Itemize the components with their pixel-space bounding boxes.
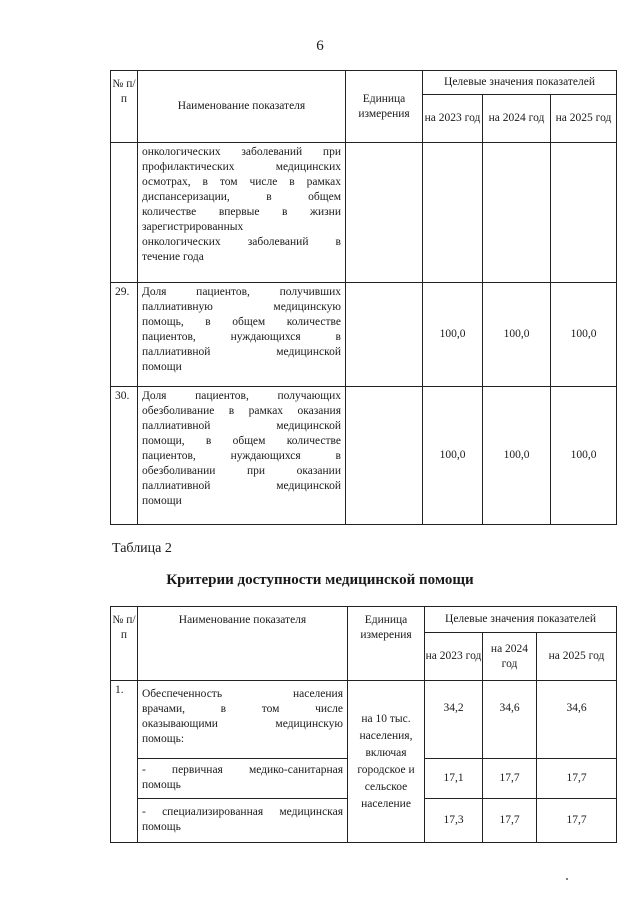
value-2023: 100,0 <box>423 387 483 525</box>
indicator-name: Обеспеченность населения врачами, в том числе оказывающими медицинскую помощь: <box>138 681 348 759</box>
header-2024: на 2024 год <box>483 95 551 143</box>
value-2025: 17,7 <box>537 759 617 799</box>
page-number: 6 <box>316 38 324 54</box>
value-2023: 17,1 <box>425 759 483 799</box>
value-2025 <box>551 143 617 283</box>
value-2025: 34,6 <box>537 681 617 759</box>
indicators-table-2 <box>110 606 617 843</box>
section-title: Критерии доступности медицинской помощи <box>166 572 474 588</box>
value-2024: 100,0 <box>483 283 551 387</box>
unit-cell: на 10 тыс. населения, включая городское и сельское население <box>348 681 425 843</box>
header-unit: Единица измерения <box>348 607 425 681</box>
scan-dot <box>566 878 568 880</box>
header-target: Целевые значения показателей <box>423 71 617 95</box>
unit-cell <box>346 387 423 525</box>
table-row <box>111 681 617 759</box>
table-row <box>111 143 617 283</box>
indicator-name: - специализированная медицинская помощь <box>138 799 348 843</box>
value-2023 <box>423 143 483 283</box>
header-2025: на 2025 год <box>551 95 617 143</box>
row-number: 29. <box>111 283 138 387</box>
unit-cell <box>346 283 423 387</box>
value-2024: 34,6 <box>483 681 537 759</box>
value-2024 <box>483 143 551 283</box>
header-target: Целевые значения показателей <box>425 607 617 633</box>
value-2025: 100,0 <box>551 387 617 525</box>
row-number: 1. <box>111 681 138 843</box>
value-2024: 17,7 <box>483 799 537 843</box>
indicator-name: Доля пациентов, получивших паллиативную медицинскую помощь, в общем количестве пациентов, нуждающихся в паллиативной медицинской помощи <box>138 283 346 387</box>
unit-cell <box>346 143 423 283</box>
header-2024: на 2024 год <box>483 633 537 681</box>
header-num: № п/п <box>111 607 138 681</box>
value-2025: 17,7 <box>537 799 617 843</box>
header-name: Наименование показателя <box>138 71 346 143</box>
indicator-name: - первичная медико-санитарная помощь <box>138 759 348 799</box>
row-number <box>111 143 138 283</box>
indicator-name: онкологических заболеваний при профилактических медицинских осмотрах, в том числе в рамках диспансеризации, в общем количестве впервые в жизни зарегистрированных онкологических заболеваний в течение года <box>138 143 346 283</box>
value-2025: 100,0 <box>551 283 617 387</box>
header-unit: Единица измерения <box>346 71 423 143</box>
indicator-name: Доля пациентов, получающих обезболивание в рамках оказания паллиативной медицинской помощи, в общем количестве пациентов, нуждающихся в обезболивании при оказании паллиативной медицинской помощи <box>138 387 346 525</box>
value-2024: 17,7 <box>483 759 537 799</box>
table-caption: Таблица 2 <box>112 541 172 556</box>
header-2023: на 2023 год <box>423 95 483 143</box>
header-name: Наименование показателя <box>138 607 348 681</box>
header-num: № п/п <box>111 71 138 143</box>
value-2023: 17,3 <box>425 799 483 843</box>
indicators-table-1 <box>110 70 617 525</box>
table-row <box>111 387 617 525</box>
value-2023: 100,0 <box>423 283 483 387</box>
header-2025: на 2025 год <box>537 633 617 681</box>
table-row <box>111 283 617 387</box>
header-2023: на 2023 год <box>425 633 483 681</box>
value-2023: 34,2 <box>425 681 483 759</box>
value-2024: 100,0 <box>483 387 551 525</box>
row-number: 30. <box>111 387 138 525</box>
